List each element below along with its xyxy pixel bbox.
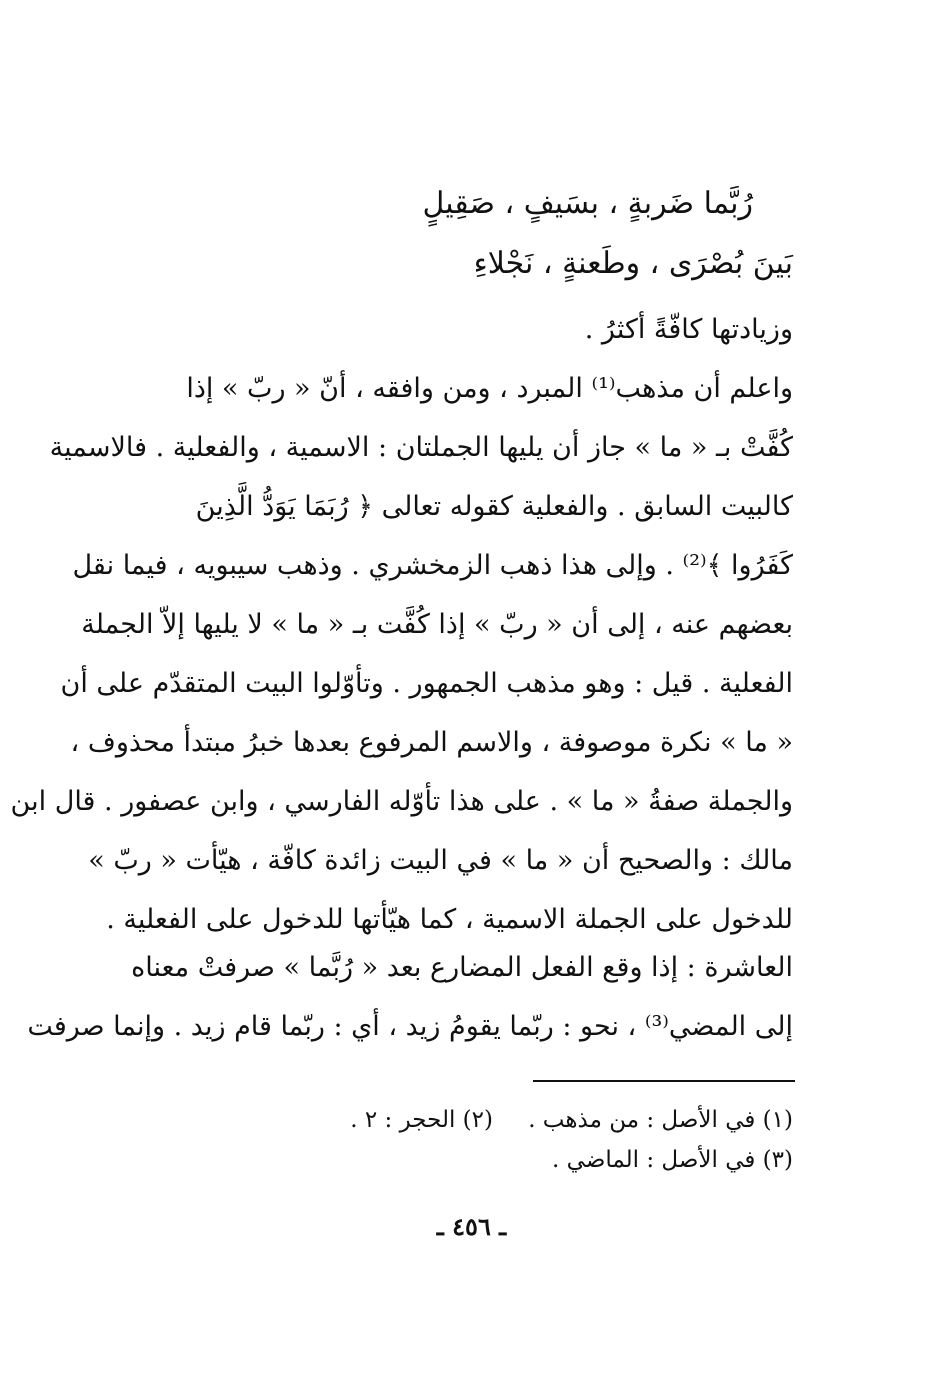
text-line: إلى المضي⁽³⁾ ، نحو : ربّما يقومُ زيد ، أي : ربّما قام زيد . وإنما صرفت (27, 1011, 793, 1042)
footnote-divider (533, 1080, 795, 1082)
verse-line-1: رُبَّما ضَربةٍ ، بسَيفٍ ، صَقِيلٍ (422, 186, 753, 221)
footnote-3: (٣) في الأصل : الماضي . (552, 1147, 793, 1173)
tenth-section-text (27, 938, 793, 1056)
text-line: كَفَرُوا ﴾⁽²⁾ . وإلى هذا ذهب الزمخشري . وذهب سيبويه ، فيما نقل (72, 550, 793, 581)
text-line: كالبيت السابق . والفعلية كقوله تعالى ﴿ رُبَمَا يَوَدُّ الَّذِينَ (195, 491, 793, 522)
text-line: وزيادتها كافّةً أكثرُ . (584, 314, 793, 345)
text-line: كُفَّتْ بـ « ما » جاز أن يليها الجملتان : الاسمية ، والفعلية . فالاسمية (49, 432, 793, 463)
footnote-row (133, 1140, 793, 1180)
text-line: واعلم أن مذهب⁽¹⁾ المبرد ، ومن وافقه ، أنّ « ربّ » إذا (186, 373, 793, 404)
text-line: « ما » نكرة موصوفة ، والاسم المرفوع بعدها خبرُ مبتدأ محذوف ، (70, 727, 793, 758)
footnotes (133, 1100, 793, 1180)
footnote-row (133, 1100, 793, 1140)
verse-line-2: بَينَ بُصْرَى ، وطَعنةٍ ، نَجْلاءِ (473, 246, 793, 281)
page-number: ـ ٤٥٦ ـ (436, 1212, 507, 1241)
text-line: الفعلية . قيل : وهو مذهب الجمهور . وتأوّلوا البيت المتقدّم على أن (60, 668, 793, 699)
text-line: بعضهم عنه ، إلى أن « ربّ » إذا كُفَّت بـ « ما » لا يليها إلاّ الجملة (81, 609, 793, 640)
main-text (10, 300, 793, 949)
footnote-2: (٢) الحجر : ٢ . (350, 1107, 493, 1133)
text-line: والجملة صفةُ « ما » . على هذا تأوّله الفارسي ، وابن عصفور . قال ابن (10, 786, 793, 817)
text-line: العاشرة : إذا وقع الفعل المضارع بعد « رُبَّما » صرفتْ معناه (131, 952, 793, 983)
text-line: للدخول على الجملة الاسمية ، كما هيّأتها للدخول على الفعلية . (106, 904, 793, 935)
footnote-1: (١) في الأصل : من مذهب . (528, 1107, 793, 1133)
text-line: مالك : والصحيح أن « ما » في البيت زائدة كافّة ، هيّأت « ربّ » (88, 845, 793, 876)
